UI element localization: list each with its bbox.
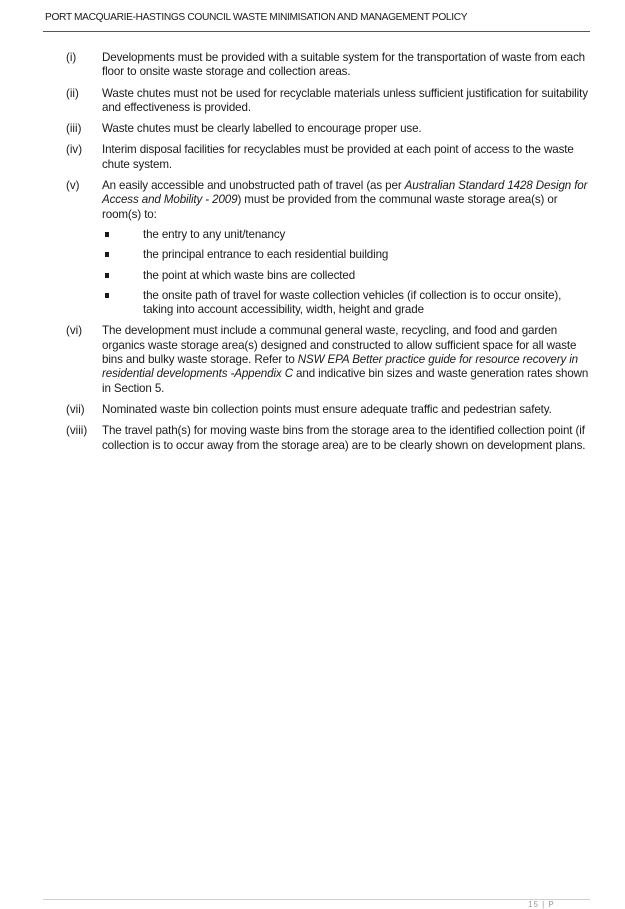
list-item bbox=[0, 424, 625, 453]
standard-reference: Australian Standard 1428 Design for Access and Mobility - 2009 bbox=[102, 179, 588, 207]
list-item bbox=[0, 403, 625, 417]
item-text-part: An easily accessible and unobstructed path of travel (as per bbox=[102, 179, 405, 193]
item-number: (vii) bbox=[66, 402, 85, 416]
item-text: Nominated waste bin collection points must ensure adequate traffic and pedestrian safety. bbox=[102, 402, 552, 416]
item-number: (vi) bbox=[66, 324, 83, 338]
square-bullet-icon bbox=[105, 293, 109, 298]
item-number: (v) bbox=[66, 179, 80, 193]
item-text: The travel path(s) for moving waste bins from the storage area to the identified collection point (if collection is to occur away from the storage area) are to be clearly shown on development plans. bbox=[102, 424, 586, 452]
bullet-text: the principal entrance to each residential building bbox=[143, 248, 389, 262]
page-number: 15 | P bbox=[528, 900, 555, 909]
guide-reference: NSW EPA Better practice guide for resource recovery in residential developments -Appendix C bbox=[102, 353, 579, 381]
item-number: (iv) bbox=[66, 143, 83, 157]
page-header-title: PORT MACQUARIE-HASTINGS COUNCIL WASTE MINIMISATION AND MANAGEMENT POLICY bbox=[45, 12, 468, 23]
square-bullet-icon bbox=[105, 273, 109, 278]
item-number: (i) bbox=[66, 51, 77, 64]
destination-bullet-list bbox=[0, 228, 625, 317]
list-item bbox=[0, 122, 625, 136]
item-text: Developments must be provided with a suitable system for the transportation of waste from each floor to onsite waste storage and collection areas. bbox=[102, 51, 585, 79]
item-text bbox=[102, 324, 592, 395]
bullet-item bbox=[0, 289, 625, 318]
bullet-text: the onsite path of travel for waste collection vehicles (if collection is to occur onsite), taking into account accessibility, width, height and grade bbox=[143, 288, 562, 317]
list-item bbox=[0, 143, 625, 172]
bullet-item bbox=[0, 228, 625, 242]
bullet-text: the entry to any unit/tenancy bbox=[143, 227, 286, 241]
item-text: Interim disposal facilities for recyclables must be provided at each point of access to the waste chute system. bbox=[102, 143, 574, 171]
footer-divider bbox=[43, 899, 590, 900]
header-divider bbox=[43, 31, 590, 32]
list-item bbox=[0, 87, 625, 116]
bullet-text: the point at which waste bins are collected bbox=[143, 268, 356, 282]
item-text-part: ) must be provided from the communal waste storage area(s) or room(s) to: bbox=[102, 193, 558, 221]
list-item bbox=[0, 324, 625, 395]
bullet-item bbox=[0, 269, 625, 283]
item-text bbox=[102, 179, 592, 222]
policy-requirements-list bbox=[0, 51, 625, 460]
item-number: (ii) bbox=[66, 86, 79, 100]
bullet-item bbox=[0, 248, 625, 262]
list-item bbox=[0, 51, 625, 80]
item-text: Waste chutes must be clearly labelled to encourage proper use. bbox=[102, 122, 422, 136]
item-text-part: The development must include a communal general waste, recycling, and food and garden organics waste storage area(s) designed and constructed to allow sufficient space for all waste bins and bulky waste storage. Refer to bbox=[102, 324, 577, 367]
square-bullet-icon bbox=[105, 232, 109, 237]
item-text: Waste chutes must not be used for recyclable materials unless sufficient justification for suitability and effectiveness is provided. bbox=[102, 86, 588, 114]
item-number: (iii) bbox=[66, 122, 82, 136]
item-number: (viii) bbox=[66, 424, 88, 438]
list-item bbox=[0, 179, 625, 317]
square-bullet-icon bbox=[105, 252, 109, 257]
item-text-part: and indicative bin sizes and waste generation rates shown in Section 5. bbox=[102, 367, 589, 395]
